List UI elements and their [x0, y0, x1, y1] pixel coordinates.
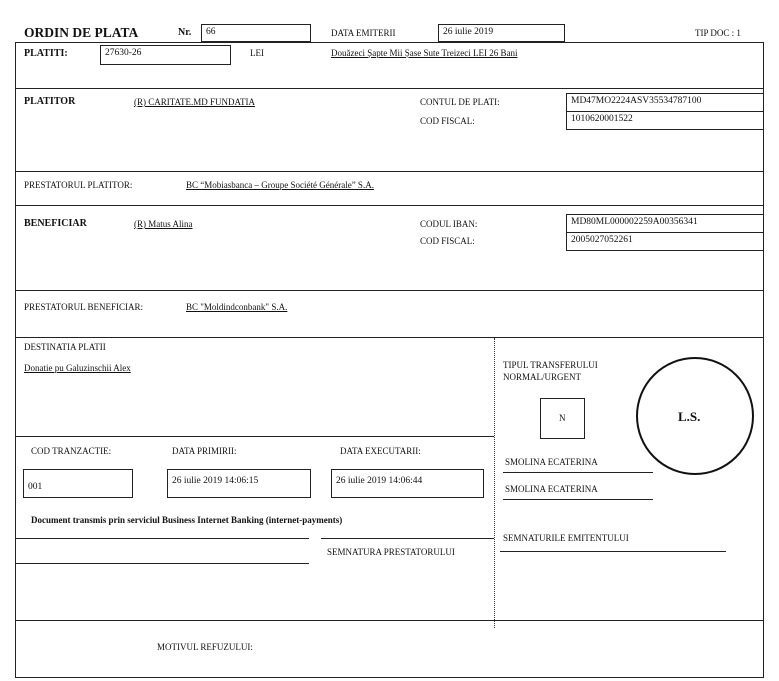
signature-line: [15, 538, 309, 539]
executed-date-value: 26 iulie 2019 14:06:44: [331, 469, 484, 498]
payer-bank-label: PRESTATORUL PLATITOR:: [24, 180, 133, 190]
dotted-separator: [494, 338, 495, 628]
order-number: 66: [201, 24, 311, 42]
executed-date-label: DATA EXECUTARII:: [340, 446, 421, 456]
nr-label: Nr.: [178, 27, 192, 38]
payer-account-value: MD47MO2224ASV35534787100: [566, 93, 764, 112]
amount-in-words: Douăzeci Șapte Mii Șase Sute Treizeci LEI 26 Bani: [331, 48, 518, 58]
form-frame: [15, 42, 764, 678]
received-date-value: 26 iulie 2019 14:06:15: [167, 469, 311, 498]
payment-amount-label: PLATITI:: [24, 48, 68, 59]
payer-fiscal-value: 1010620001522: [566, 111, 764, 130]
destination-value: Donatie pu Galuzinschii Alex: [24, 363, 131, 373]
divider: [15, 436, 494, 437]
issuer-signatures-label: SEMNATURILE EMITENTULUI: [503, 533, 629, 543]
document-title: ORDIN DE PLATA: [24, 25, 139, 40]
stamp-circle: [636, 357, 754, 475]
payer-label: PLATITOR: [24, 96, 76, 107]
beneficiary-fiscal-label: COD FISCAL:: [420, 236, 475, 246]
transaction-code-value: 001: [23, 469, 133, 498]
stamp-text: L.S.: [678, 409, 701, 424]
beneficiary-fiscal-value: 2005027052261: [566, 232, 764, 251]
beneficiary-iban-value: MD80ML000002259A00356341: [566, 214, 764, 233]
payer-name: (R) CARITATE.MD FUNDATIA: [134, 97, 256, 107]
beneficiary-iban-label: CODUL IBAN:: [420, 219, 478, 229]
currency: LEI: [250, 48, 264, 58]
transaction-code-label: COD TRANZACTIE:: [31, 446, 112, 456]
divider: [15, 290, 764, 291]
emission-date-value: 26 iulie 2019: [438, 24, 565, 42]
divider: [15, 620, 764, 621]
doc-type: TIP DOC : 1: [695, 28, 741, 38]
divider: [15, 88, 764, 89]
beneficiary-bank-label: PRESTATORUL BENEFICIAR:: [24, 302, 144, 312]
beneficiary-bank-value: BC "Moldindconbank" S.A.: [186, 302, 288, 312]
payer-account-label: CONTUL DE PLATI:: [420, 97, 500, 107]
destination-label: DESTINATIA PLATII: [24, 342, 106, 352]
payer-bank-value: BC “Mobiasbanca – Groupe Société Générale” S.A.: [186, 180, 374, 190]
beneficiary-name: (R) Matus Alina: [134, 219, 193, 229]
refusal-reason-label: MOTIVUL REFUZULUI:: [157, 642, 253, 652]
issuer-signature-line: [500, 551, 726, 552]
signer-1: SMOLINA ECATERINA: [505, 457, 598, 467]
signer-2: SMOLINA ECATERINA: [505, 484, 598, 494]
payment-amount: 27630-26: [100, 45, 231, 65]
divider: [15, 171, 764, 172]
divider: [15, 205, 764, 206]
divider: [15, 337, 764, 338]
beneficiary-label: BENEFICIAR: [24, 218, 87, 229]
provider-signature-label: SEMNATURA PRESTATORULUI: [327, 547, 455, 557]
transfer-type-label: TIPUL TRANSFERULUI: [503, 360, 598, 370]
payer-fiscal-label: COD FISCAL:: [420, 116, 475, 126]
signer-1-line: [503, 472, 653, 473]
signature-line: [15, 563, 309, 564]
received-date-label: DATA PRIMIRII:: [172, 446, 237, 456]
signer-2-line: [503, 499, 653, 500]
transfer-type-box: [540, 398, 585, 439]
signature-line: [321, 538, 494, 539]
transfer-type-value: N: [559, 413, 566, 423]
transmission-note: Document transmis prin serviciul Business Internet Banking (internet-payments): [31, 515, 343, 525]
transfer-type-sublabel: NORMAL/URGENT: [503, 372, 581, 382]
emission-date-label: DATA EMITERII: [331, 28, 396, 38]
